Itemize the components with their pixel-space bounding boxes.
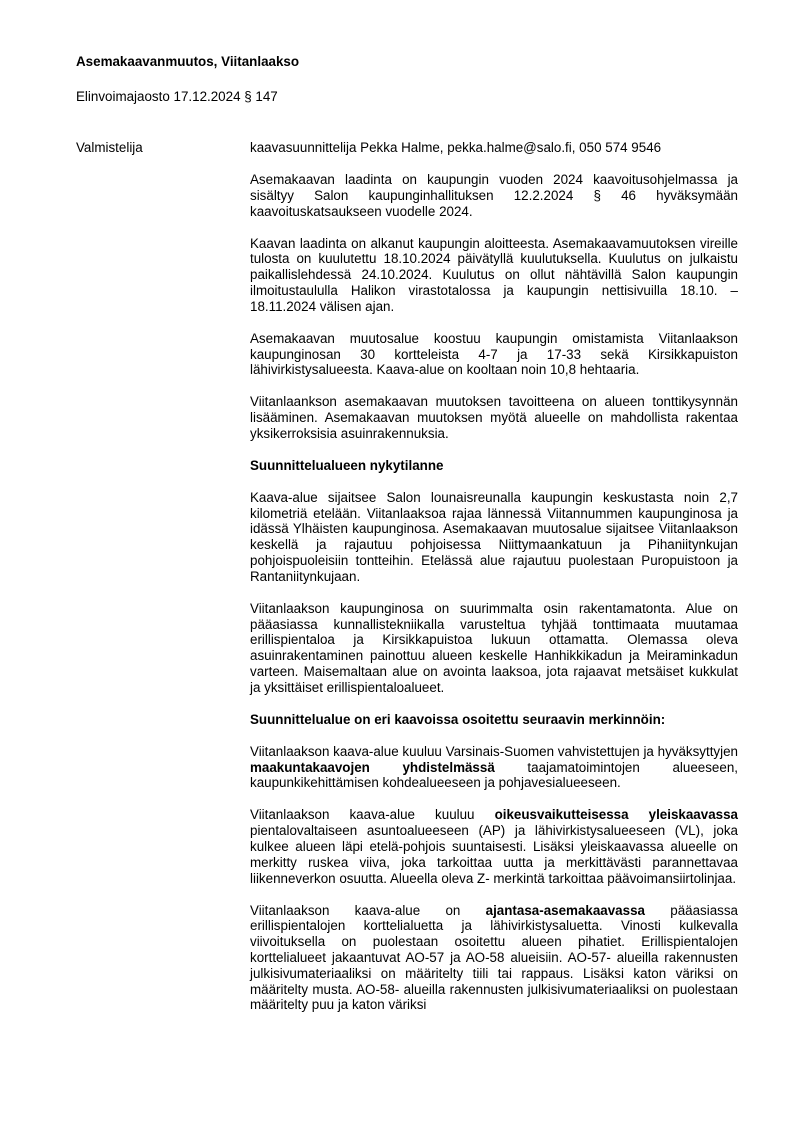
- preparer-contact: kaavasuunnittelija Pekka Halme, pekka.halme@salo.fi, 050 574 9546: [250, 140, 662, 155]
- document-body: [250, 140, 738, 1029]
- regional-plan-text-c: taajamatoimintojen alueeseen, kaupunkikehittämisen kohdealueeseen ja pohjavesialueeseen.: [250, 759, 738, 791]
- document-title: Asemakaavanmuutos, Viitanlaakso: [76, 54, 300, 69]
- paragraph-district: Viitanlaakson kaupunginosa on suurimmalta osin rakentamatonta. Alue on pääasiassa kunnallistekniikalla varusteltua tyhjää tonttimaata muutamaa erillispientaloa ja Kirsikkapuistoa lukuun ottamatta. Olemassa oleva asuinrakentaminen painottuu alueen keskelle Hanhikkikadun ja Meiraminkadun varteen. Maisemaltaan alue on avointa laaksoa, jota rajaavat metsäiset kukkulat ja yksittäiset erillispientaloalueet.: [250, 600, 738, 695]
- detailed-plan-text-c: pääasiassa erillispientalojen korttelialuetta ja lähivirkistysaluetta. Vinosti kulkevalla viivoituksella on puolestaan osoitettu alueen pihatiet. Erillispientalojen korttelialueet jakaantuvat AO-57 ja AO-58 alueisiin. AO-57- alueilla rakennusten julkisivumateriaaliksi on määritelty tiili tai rappaus. Lisäksi katon väriksi on määritelty musta. AO-58- alueilla rakennusten julkisivumateriaaliksi on puolestaan määritelty puu ja katon väriksi: [250, 902, 738, 1013]
- paragraph-goal: Viitanlaankson asemakaavan muutoksen tavoitteena on alueen tonttikysynnän lisääminen. Asemakaavan muutoksen myötä alueelle on mahdollista rakentaa yksikerroksisia asuinrakennuksia.: [250, 394, 738, 441]
- heading-plan-designations: Suunnittelualue on eri kaavoissa osoitettu seuraavin merkinnöin:: [250, 711, 666, 727]
- master-plan-text-a: Viitanlaakson kaava-alue kuuluu: [250, 807, 495, 823]
- paragraph-area: Asemakaavan muutosalue koostuu kaupungin omistamista Viitanlaakson kaupunginosan 30 kortteleista 4-7 ja 17-33 sekä Kirsikkapuiston lähivirkistysalueesta. Kaava-alue on kooltaan noin 10,8 hehtaaria.: [250, 330, 738, 378]
- paragraph-detailed-plan: [250, 903, 738, 1014]
- detailed-plan-emphasis: ajantasa-asemakaavassa: [485, 902, 645, 918]
- paragraph-initiation: Kaavan laadinta on alkanut kaupungin aloitteesta. Asemakaavamuutoksen vireille tulosta on kuulutettu 18.10.2024 päivätyllä kuulutuksella. Kuulutus on julkaistu paikallislehdessä 24.10.2024. Kuulutus on ollut nähtävillä Salon kaupungin ilmoitustaululla Halikon virastotalossa ja kaupungin nettisivuilla 18.10. – 18.11.2024 välisen ajan.: [250, 235, 738, 314]
- preparer-label: Valmistelija: [76, 140, 143, 155]
- detailed-plan-text-a: Viitanlaakson kaava-alue on: [250, 902, 486, 918]
- paragraph-regional-plan: [250, 744, 738, 791]
- regional-plan-emphasis: maakuntakaavojen yhdistelmässä: [250, 759, 495, 775]
- meeting-reference: Elinvoimajaosto 17.12.2024 § 147: [76, 89, 278, 104]
- paragraph-location: Kaava-alue sijaitsee Salon lounaisreunalla kaupungin keskustasta noin 2,7 kilometriä etelään. Viitanlaaksoa rajaa lännessä Viitannummen kaupunginosa ja idässä Ylhäisten kaupunginosa. Asemakaavan muutosalue sijaitsee Viitanlaakson keskellä ja rajautuu pohjoisessa Niittymaankatuun ja Pihaniitynkujan pohjoispuoleisiin tontteihin. Etelässä alue rajautuu puolestaan Puropuistoon ja Rantaniitynkujaan.: [250, 489, 738, 584]
- paragraph-master-plan: [250, 807, 738, 886]
- regional-plan-text-a: Viitanlaakson kaava-alue kuuluu Varsinais-Suomen vahvistettujen ja hyväksyttyjen: [250, 743, 738, 759]
- heading-current-state: Suunnittelualueen nykytilanne: [250, 457, 444, 473]
- paragraph-planning-program: Asemakaavan laadinta on kaupungin vuoden 2024 kaavoitusohjelmassa ja sisältyy Salon kaupunginhallituksen 12.2.2024 § 46 hyväksymään kaavoituskatsaukseen vuodelle 2024.: [250, 171, 738, 219]
- master-plan-text-c: pientalovaltaiseen asuntoalueeseen (AP) ja lähivirkistysalueeseen (VL), joka kulkee alueen läpi etelä-pohjois suuntaisesti. Lisäksi yleiskaavassa alueelle on merkitty ruskea viiva, joka tarkoittaa uutta ja merkittävästi parannettavaa liikenneverkon osuutta. Alueella oleva Z- merkintä tarkoittaa päävoimansiirtolinjaa.: [250, 823, 738, 886]
- master-plan-emphasis: oikeusvaikutteisessa yleiskaavassa: [494, 807, 738, 823]
